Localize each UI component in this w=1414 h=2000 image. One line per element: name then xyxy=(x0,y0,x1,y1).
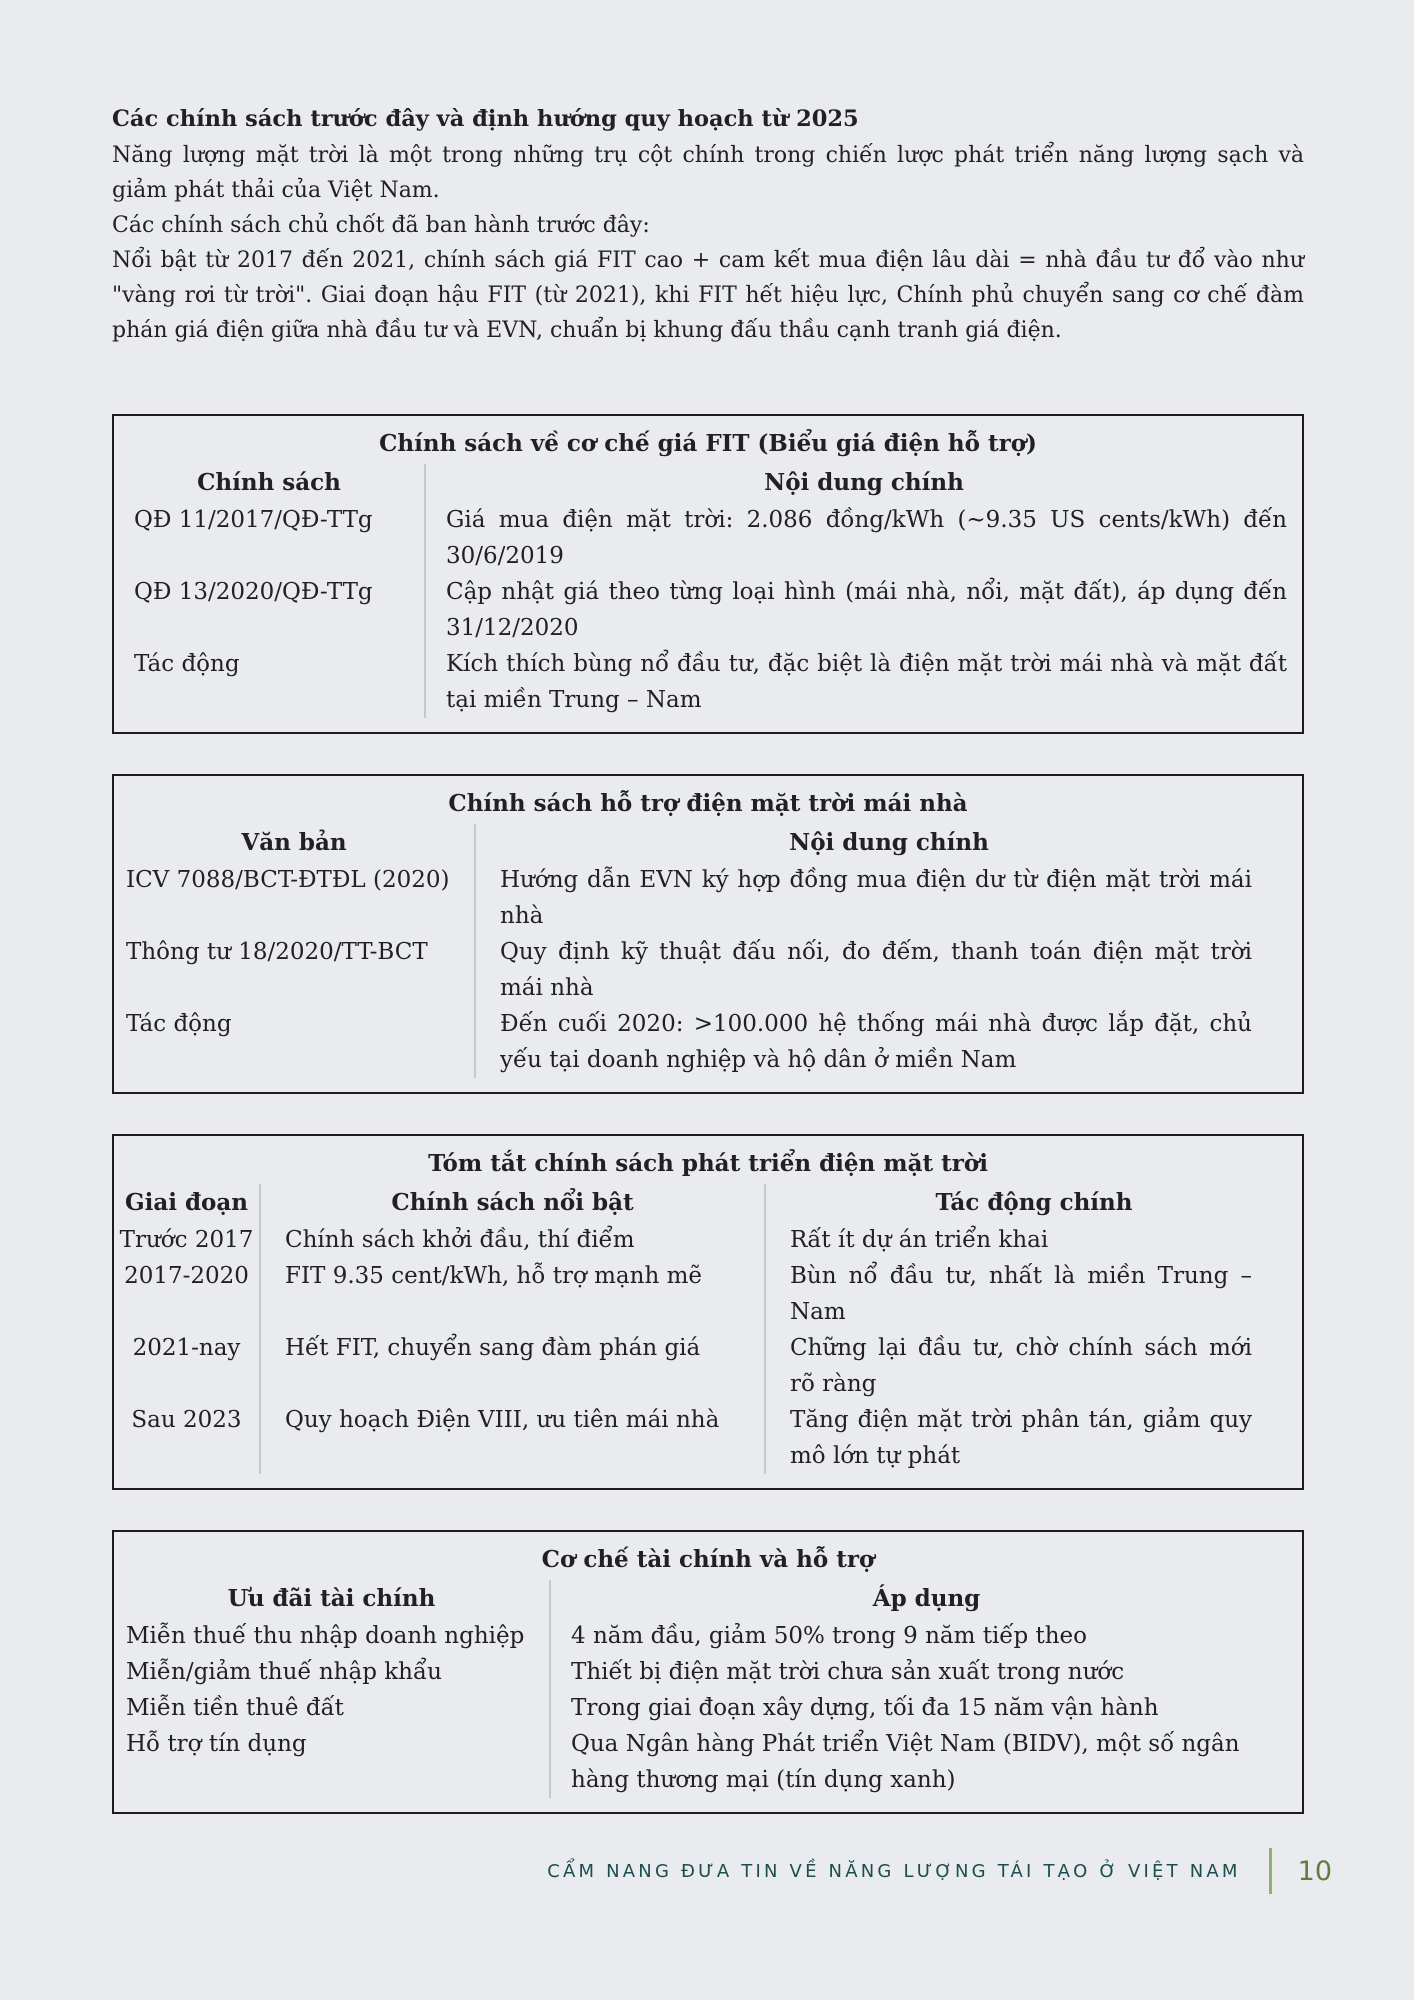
table-cell: Rất ít dự án triển khai xyxy=(764,1222,1302,1258)
table-cell: Miễn thuế thu nhập doanh nghiệp xyxy=(126,1623,525,1649)
table-cell: Bùn nổ đầu tư, nhất là miền Trung – Nam xyxy=(764,1258,1302,1330)
table-cell: Hỗ trợ tín dụng xyxy=(126,1731,307,1757)
table-cell: QĐ 13/2020/QĐ-TTg xyxy=(134,579,373,605)
footer-title: CẨM NANG ĐƯA TIN VỀ NĂNG LƯỢNG TÁI TẠO Ở VIỆT NAM xyxy=(547,1860,1241,1882)
table-cell: Thông tư 18/2020/TT-BCT xyxy=(126,939,428,965)
table-title: Cơ chế tài chính và hỗ trợ xyxy=(541,1546,875,1573)
table-cell: Qua Ngân hàng Phát triển Việt Nam (BIDV), một số ngân hàng thương mại (tín dụng xanh) xyxy=(549,1726,1302,1798)
table-cell: Quy định kỹ thuật đấu nối, đo đếm, thanh toán điện mặt trời mái nhà xyxy=(474,934,1302,1006)
table-cell: Trước 2017 xyxy=(119,1227,254,1253)
table-cell: 2021-nay xyxy=(132,1335,241,1361)
table-cell: Đến cuối 2020: >100.000 hệ thống mái nhà được lắp đặt, chủ yếu tại doanh nghiệp và hộ dân ở miền Nam xyxy=(474,1006,1302,1078)
table-cell: Chững lại đầu tư, chờ chính sách mới rõ ràng xyxy=(764,1330,1302,1402)
column-header: Nội dung chính xyxy=(474,824,1302,862)
fit-policy-table xyxy=(112,414,1304,734)
table-cell: Tác động xyxy=(134,651,240,677)
intro-paragraph: Nổi bật từ 2017 đến 2021, chính sách giá FIT cao + cam kết mua điện lâu dài = nhà đầu tư đổ vào như "vàng rơi từ trời". Giai đoạn hậu FIT (từ 2021), khi FIT hết hiệu lực, Chính phủ chuyển sang cơ chế đàm phán giá điện giữa nhà đầu tư và EVN, chuẩn bị khung đấu thầu cạnh tranh giá điện. xyxy=(112,248,1304,343)
table-title: Chính sách về cơ chế giá FIT (Biểu giá điện hỗ trợ) xyxy=(379,430,1037,457)
footer xyxy=(0,1848,1414,1894)
table-cell: QĐ 11/2017/QĐ-TTg xyxy=(134,507,373,533)
table-cell: Kích thích bùng nổ đầu tư, đặc biệt là điện mặt trời mái nhà và mặt đất tại miền Trung – Nam xyxy=(424,646,1302,718)
table-cell: Tăng điện mặt trời phân tán, giảm quy mô lớn tự phát xyxy=(764,1402,1302,1474)
table-cell: 4 năm đầu, giảm 50% trong 9 năm tiếp theo xyxy=(549,1618,1302,1654)
page-content xyxy=(112,0,1304,1814)
table-cell: Tác động xyxy=(126,1011,232,1037)
table-cell: Quy hoạch Điện VIII, ưu tiên mái nhà xyxy=(259,1402,764,1474)
intro-paragraph: Các chính sách chủ chốt đã ban hành trước đây: xyxy=(112,213,650,238)
financial-mechanism-table xyxy=(112,1530,1304,1814)
table-cell: FIT 9.35 cent/kWh, hỗ trợ mạnh mẽ xyxy=(259,1258,764,1330)
table-cell: Sau 2023 xyxy=(131,1407,242,1433)
column-header: Chính sách nổi bật xyxy=(259,1184,764,1222)
column-header: Chính sách xyxy=(197,469,341,496)
column-header: Nội dung chính xyxy=(424,464,1302,502)
section-heading: Các chính sách trước đây và định hướng quy hoạch từ 2025 xyxy=(112,106,859,132)
column-header: Văn bản xyxy=(241,829,347,856)
table-cell: Thiết bị điện mặt trời chưa sản xuất trong nước xyxy=(549,1654,1302,1690)
table-cell: Giá mua điện mặt trời: 2.086 đồng/kWh (~9.35 US cents/kWh) đến 30/6/2019 xyxy=(424,502,1302,574)
page-number: 10 xyxy=(1297,1855,1332,1887)
table-title: Tóm tắt chính sách phát triển điện mặt trời xyxy=(428,1150,988,1177)
table-cell: Chính sách khởi đầu, thí điểm xyxy=(259,1222,764,1258)
column-header: Áp dụng xyxy=(549,1580,1302,1618)
column-header: Tác động chính xyxy=(764,1184,1302,1222)
table-cell: 2017-2020 xyxy=(124,1263,249,1289)
table-cell: Cập nhật giá theo từng loại hình (mái nhà, nổi, mặt đất), áp dụng đến 31/12/2020 xyxy=(424,574,1302,646)
policy-summary-table xyxy=(112,1134,1304,1490)
intro-section xyxy=(112,100,1304,348)
table-cell: Miễn/giảm thuế nhập khẩu xyxy=(126,1659,442,1685)
rooftop-support-table xyxy=(112,774,1304,1094)
table-cell: Trong giai đoạn xây dựng, tối đa 15 năm vận hành xyxy=(549,1690,1302,1726)
table-cell: Hướng dẫn EVN ký hợp đồng mua điện dư từ điện mặt trời mái nhà xyxy=(474,862,1302,934)
footer-divider xyxy=(1269,1848,1272,1894)
column-header: Giai đoạn xyxy=(124,1189,249,1216)
column-header: Ưu đãi tài chính xyxy=(227,1585,436,1612)
table-cell: Miễn tiền thuê đất xyxy=(126,1695,344,1721)
table-cell: ICV 7088/BCT-ĐTĐL (2020) xyxy=(126,867,450,893)
intro-paragraph: Năng lượng mặt trời là một trong những trụ cột chính trong chiến lược phát triển năng lượng sạch và giảm phát thải của Việt Nam. xyxy=(112,143,1304,203)
table-title: Chính sách hỗ trợ điện mặt trời mái nhà xyxy=(448,790,968,817)
table-cell: Hết FIT, chuyển sang đàm phán giá xyxy=(259,1330,764,1402)
